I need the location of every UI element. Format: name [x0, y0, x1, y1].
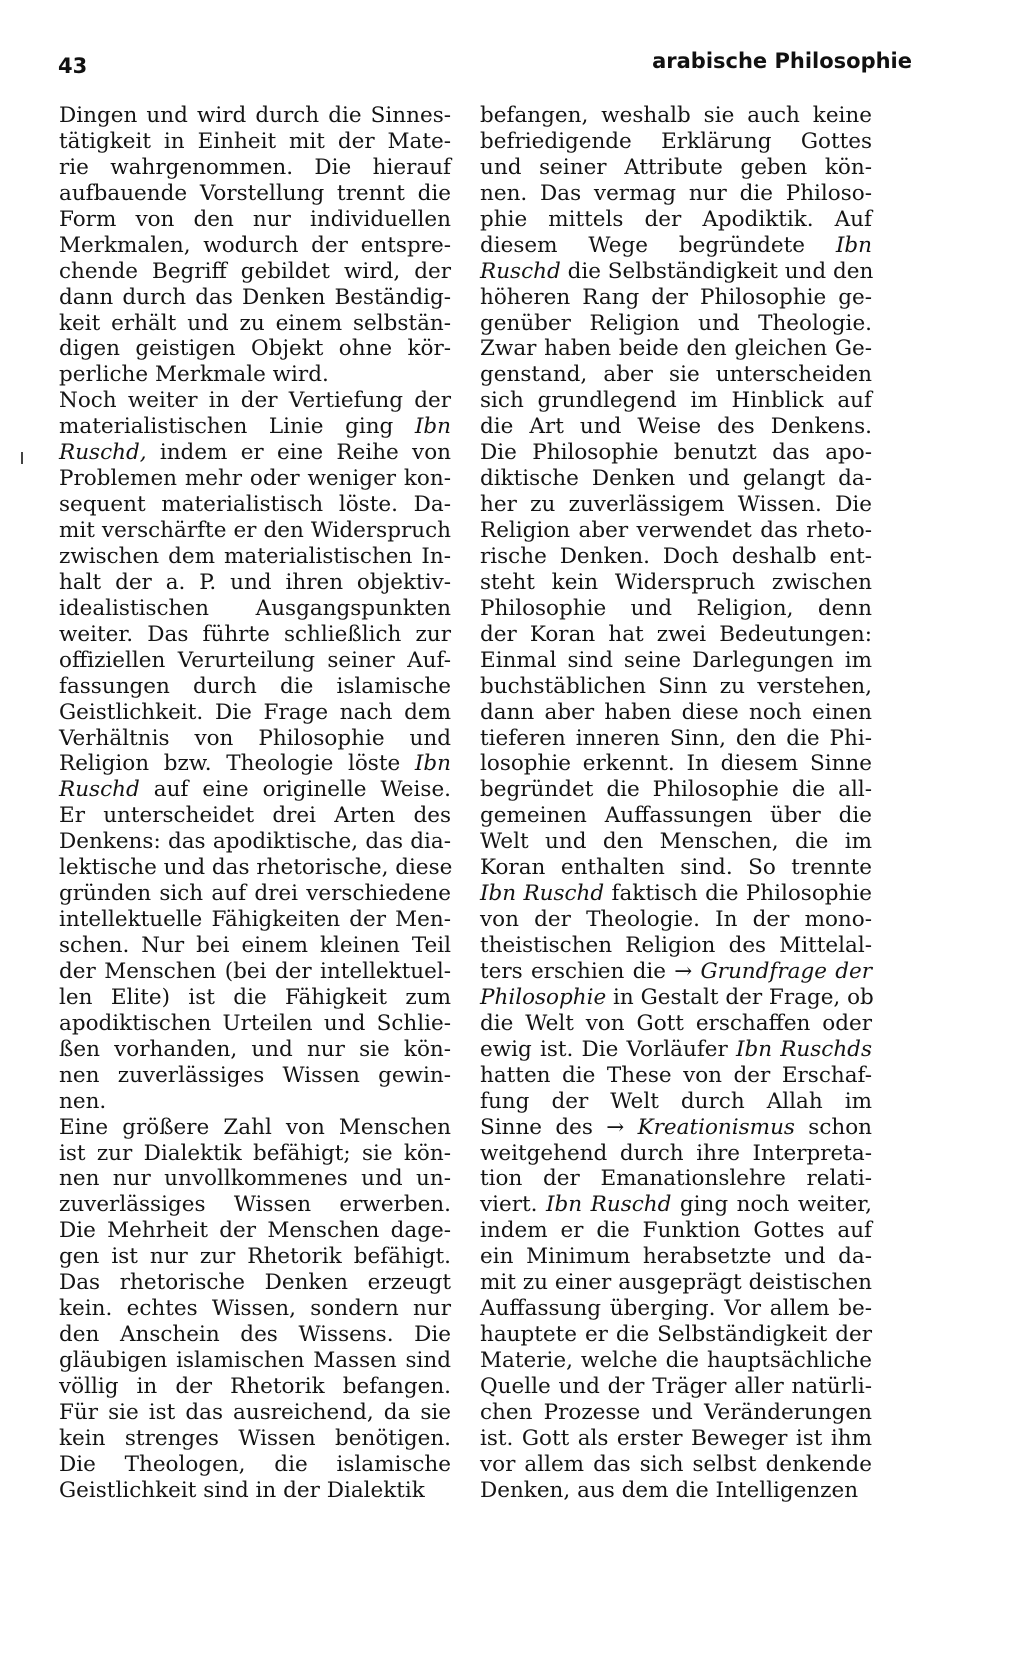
text-line: digen geistigen Objekt ohne kör- — [59, 336, 451, 362]
text-line: gemeinen Auffassungen über die — [480, 803, 872, 829]
text-line: nen. — [59, 1088, 107, 1114]
text-line: von der Theologie. In der mono- — [480, 907, 872, 933]
text-line: nen. Das vermag nur die Philoso- — [480, 180, 872, 206]
text-line: mit zu einer ausgeprägt deistischen — [480, 1270, 872, 1296]
text-line: buchstäblichen Sinn zu verstehen, — [480, 673, 872, 699]
text-line: ein Minimum herabsetzte und da- — [480, 1244, 872, 1270]
text-line: sequent materialistisch löste. Da- — [59, 492, 451, 518]
text-line: aufbauende Vorstellung trennt die — [59, 180, 451, 206]
text-line: völlig in der Rhetorik befangen. — [59, 1373, 451, 1399]
text-line: hatten die These von der Erschaf- — [480, 1062, 872, 1088]
text-line: schen. Nur bei einem kleinen Teil — [59, 933, 451, 958]
text-line: Problemen mehr oder weniger kon- — [59, 466, 451, 492]
text-line: ters erschien die → Grundfrage der — [480, 958, 872, 984]
text-line: ist zur Dialektik befähigt; sie kön- — [59, 1140, 451, 1166]
text-line: Philosophie und Religion, denn — [480, 595, 872, 621]
text-line: Religion aber verwendet das rheto- — [480, 518, 872, 543]
text-line: perliche Merkmale wird. — [59, 362, 329, 388]
text-line: der Koran hat zwei Bedeutungen: — [480, 621, 872, 647]
text-line: befangen, weshalb sie auch keine — [480, 103, 872, 128]
text-line: der Menschen (bei der intellektuel- — [59, 958, 451, 984]
text-line: weitgehend durch ihre Interpreta- — [480, 1140, 872, 1166]
text-line: Das rhetorische Denken erzeugt — [59, 1270, 451, 1296]
text-line: diesem Wege begründete Ibn — [480, 232, 872, 258]
text-line: sich grundlegend im Hinblick auf — [480, 388, 872, 414]
text-line: Ruschd, indem er eine Reihe von — [59, 440, 451, 466]
text-line: kein. echtes Wissen, sondern nur — [59, 1296, 451, 1322]
text-line: Die Philosophie benutzt das apo- — [480, 440, 872, 466]
text-line: tätigkeit in Einheit mit der Mate- — [59, 128, 451, 154]
text-line: mit verschärfte er den Widerspruch — [59, 518, 451, 543]
text-line: Die Mehrheit der Menschen dage- — [59, 1218, 451, 1244]
text-line: Ruschd die Selbständigkeit und den — [480, 258, 874, 284]
text-line: Form von den nur individuellen — [59, 206, 451, 232]
text-line: lektische und das rhetorische, diese — [59, 855, 453, 881]
right-text-column — [480, 103, 872, 1504]
text-line: Zwar haben beide den gleichen Ge- — [480, 336, 872, 362]
text-line: Geistlichkeit sind in der Dialektik — [59, 1477, 425, 1503]
text-line: halt der a. P. und ihren objektiv- — [59, 569, 451, 595]
text-line: vor allem das sich selbst denkende — [480, 1451, 872, 1477]
text-line: Koran enthalten sind. So trennte — [480, 855, 872, 881]
text-line: die Welt von Gott erschaffen oder — [480, 1010, 872, 1036]
text-line: Merkmalen, wodurch der entspre- — [59, 232, 451, 258]
text-line: Dingen und wird durch die Sinnes- — [59, 103, 451, 128]
text-line: gläubigen islamischen Massen sind — [59, 1348, 451, 1373]
text-line: ist. Gott als erster Beweger ist ihm — [480, 1425, 872, 1451]
text-line: viert. Ibn Ruschd ging noch weiter, — [480, 1192, 872, 1218]
text-line: Für sie ist das ausreichend, da sie — [59, 1399, 451, 1425]
text-line: fung der Welt durch Allah im — [480, 1088, 872, 1114]
text-line: genstand, aber sie unterscheiden — [480, 362, 872, 388]
text-line: Quelle und der Träger aller natürli- — [480, 1373, 872, 1399]
text-line: tieferen inneren Sinn, den die Phi- — [480, 725, 872, 751]
text-line: chen Prozesse und Veränderungen — [480, 1399, 872, 1425]
text-line: indem er die Funktion Gottes auf — [480, 1218, 872, 1244]
text-line: dann aber haben diese noch einen — [480, 699, 872, 725]
text-line: her zu zuverlässigem Wissen. Die — [480, 492, 872, 518]
text-line: phie mittels der Apodiktik. Auf — [480, 206, 872, 232]
text-line: und seiner Attribute geben kön- — [480, 154, 872, 180]
page-number: 43 — [58, 54, 88, 78]
text-line: nen nur unvollkommenes und un- — [59, 1166, 451, 1192]
text-line: höheren Rang der Philosophie ge- — [480, 284, 872, 310]
text-line: chende Begriff gebildet wird, der — [59, 258, 451, 284]
text-line: zuverlässiges Wissen erwerben. — [59, 1192, 451, 1218]
text-line: len Elite) ist die Fähigkeit zum — [59, 984, 451, 1010]
text-line: apodiktischen Urteilen und Schlie- — [59, 1010, 451, 1036]
text-line: Geistlichkeit. Die Frage nach dem — [59, 699, 451, 725]
text-line: Ibn Ruschd faktisch die Philosophie — [480, 881, 872, 907]
text-line: Welt und den Menschen, die im — [480, 829, 872, 855]
text-line: dann durch das Denken Beständig- — [59, 284, 451, 310]
text-line: zwischen dem materialistischen In- — [59, 543, 451, 569]
text-line: Ruschd auf eine originelle Weise. — [59, 777, 451, 803]
text-line: gen ist nur zur Rhetorik befähigt. — [59, 1244, 451, 1270]
text-line: Die Theologen, die islamische — [59, 1451, 451, 1477]
text-line: kein strenges Wissen benötigen. — [59, 1425, 451, 1451]
text-line: begründet die Philosophie die all- — [480, 777, 872, 803]
text-line: gründen sich auf drei verschiedene — [59, 881, 451, 907]
text-line: diktische Denken und gelangt da- — [480, 466, 872, 492]
text-line: ewig ist. Die Vorläufer Ibn Ruschds — [480, 1036, 872, 1062]
text-line: Sinne des → Kreationismus schon — [480, 1114, 873, 1140]
text-line: Auffassung überging. Vor allem be- — [480, 1296, 872, 1322]
text-line: keit erhält und zu einem selbstän- — [59, 310, 451, 336]
text-line: offiziellen Verurteilung seiner Auf- — [59, 647, 451, 673]
running-head: arabische Philosophie — [652, 49, 912, 73]
text-line: nen zuverlässiges Wissen gewin- — [59, 1062, 451, 1088]
text-line: Er unterscheidet drei Arten des — [59, 803, 451, 829]
text-line: Denken, aus dem die Intelligenzen — [480, 1477, 859, 1503]
text-line: weiter. Das führte schließlich zur — [59, 621, 451, 647]
text-line: genüber Religion und Theologie. — [480, 310, 872, 336]
left-text-column — [59, 103, 451, 1504]
text-line: Noch weiter in der Vertiefung der — [59, 388, 451, 414]
text-line: Religion bzw. Theologie löste Ibn — [59, 751, 451, 777]
margin-mark — [21, 452, 23, 464]
text-line: tion der Emanationslehre relati- — [480, 1166, 872, 1192]
text-line: Denkens: das apodiktische, das dia- — [59, 829, 451, 855]
text-line: Eine größere Zahl von Menschen — [59, 1114, 451, 1140]
text-line: ßen vorhanden, und nur sie kön- — [59, 1036, 451, 1062]
text-line: hauptete er die Selbständigkeit der — [480, 1322, 872, 1348]
text-line: rische Denken. Doch deshalb ent- — [480, 543, 872, 569]
text-line: Einmal sind seine Darlegungen im — [480, 647, 872, 673]
text-line: theistischen Religion des Mittelal- — [480, 933, 872, 958]
text-line: Materie, welche die hauptsächliche — [480, 1348, 872, 1373]
text-line: steht kein Widerspruch zwischen — [480, 569, 872, 595]
text-line: idealistischen Ausgangspunkten — [59, 595, 451, 621]
text-line: losophie erkennt. In diesem Sinne — [480, 751, 872, 777]
text-line: intellektuelle Fähigkeiten der Men- — [59, 907, 451, 933]
text-line: fassungen durch die islamische — [59, 673, 451, 699]
text-line: materialistischen Linie ging Ibn — [59, 414, 451, 440]
text-line: die Art und Weise des Denkens. — [480, 414, 872, 440]
text-line: befriedigende Erklärung Gottes — [480, 128, 872, 154]
text-line: Verhältnis von Philosophie und — [59, 725, 451, 751]
text-line: rie wahrgenommen. Die hierauf — [59, 154, 451, 180]
text-line: den Anschein des Wissens. Die — [59, 1322, 451, 1348]
text-line: Philosophie in Gestalt der Frage, ob — [480, 984, 874, 1010]
